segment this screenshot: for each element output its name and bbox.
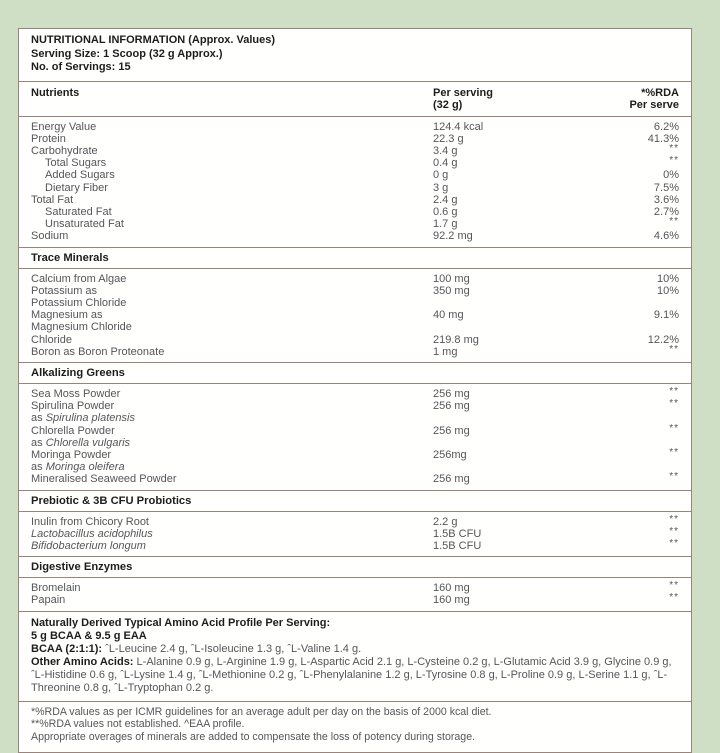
nutrient-name-line: Dietary Fiber [45, 181, 108, 194]
nutrient-name [31, 473, 433, 485]
rda-value: 3.6% [653, 193, 679, 206]
amino-line: Other Amino Acids: L-Alanine 0.9 g, L-Arginine 1.9 g, L-Aspartic Acid 2.1 g, L-Cysteine 0.2 g, L-Glutamic Acid 3.9 g, Glycine 0.9 g, ˆL-Histidine 0.6 g, ˆL-Lysine 1.4 g, ˆL-Methionine 0.2 g, ˆL-Phenylalanine 1.2 g, L-Tyrosine 0.8 g, L-Proline 0.9 g, L-Serine 1.1 g, ˆL-Threonine 0.8 g, ˆL-Tryptophan 0.2 g. [31, 655, 672, 694]
per-serving-value: 256 mg [433, 473, 470, 486]
nutrient-name-line: Carbohydrate [31, 144, 98, 157]
per-serving-value: 3.4 g [433, 144, 458, 157]
rda-value: ** [669, 525, 679, 537]
nutrient-name [31, 425, 433, 449]
rda-value: ** [669, 513, 679, 525]
nutrient-name [31, 516, 433, 528]
nutrient-name [31, 230, 433, 242]
rda-value: ** [669, 592, 679, 604]
rda-value: 6.2% [653, 120, 679, 133]
table-row [31, 343, 679, 358]
nutrient-name [31, 133, 433, 145]
nutrient-name-line: Sodium [31, 230, 69, 243]
nutrient-name-line: Mineralised Seaweed Powder [31, 473, 177, 486]
column-rda: *%RDA Per serve [629, 86, 679, 111]
nutrient-name [31, 594, 433, 606]
table-row [31, 121, 679, 133]
table-row [31, 422, 679, 449]
per-serving-value: 1.5B CFU [433, 527, 482, 540]
nutrient-name [31, 582, 433, 594]
table-row [31, 385, 679, 400]
nutrient-name-line: as Spirulina platensis [31, 412, 135, 425]
rda-value: 0% [663, 169, 679, 182]
nutrient-name [31, 218, 433, 230]
rda-value: ** [669, 142, 679, 154]
per-serving-value: 3 g [433, 181, 449, 194]
per-serving-value: 256 mg [433, 424, 470, 437]
table-row [31, 273, 679, 285]
nutrient-name-line: Added Sugars [45, 169, 115, 182]
rda-value: ** [669, 422, 679, 434]
nutrient-name [31, 206, 433, 218]
table-row [31, 473, 679, 485]
rda-value: ** [669, 216, 679, 228]
rda-value: ** [669, 471, 679, 483]
nutrient-name [31, 121, 433, 133]
nutrient-name-line: Magnesium Chloride [31, 321, 132, 334]
rda-value: 4.6% [653, 230, 679, 243]
nutrient-name-line: Chloride [31, 333, 72, 346]
rda-value: 9.1% [653, 309, 679, 322]
nutrient-name-line: Inulin from Chicory Root [31, 515, 149, 528]
rda-value: 10% [656, 284, 679, 297]
nutrient-name-line: Potassium as [31, 284, 98, 297]
nutrient-name-line: Total Fat [31, 193, 74, 206]
per-serving-value: 92.2 mg [433, 230, 473, 243]
table-row [31, 446, 679, 474]
table-row [31, 594, 679, 606]
amino-line: 5 g BCAA & 9.5 g EAA [31, 629, 147, 642]
nutrient-name-line: Unsaturated Fat [45, 218, 124, 231]
nutrient-name-line: Saturated Fat [45, 205, 112, 218]
nutrient-name-line: Protein [31, 132, 66, 145]
per-serving-value: 256mg [433, 448, 467, 461]
table-row [31, 218, 679, 230]
per-serving-value: 1.5B CFU [433, 539, 482, 552]
table-row [31, 582, 679, 594]
nutrient-name [31, 157, 433, 169]
table-row [31, 537, 679, 552]
nutrient-name [31, 400, 433, 424]
nutrient-name-line: Boron as Boron Proteonate [31, 345, 165, 358]
table-row [31, 182, 679, 194]
nutrient-name [31, 182, 433, 194]
per-serving-value: 0 g [433, 169, 449, 182]
section-header: Alkalizing Greens [19, 363, 691, 384]
nutrient-name-line: Spirulina Powder [31, 400, 115, 413]
section-header: Digestive Enzymes [19, 557, 691, 578]
rda-value: 7.5% [653, 181, 679, 194]
per-serving-value: 160 mg [433, 582, 470, 595]
table-row [31, 285, 679, 309]
rows-group [19, 512, 691, 558]
servings-count: No. of Servings: 15 [31, 61, 131, 73]
nutrient-name [31, 194, 433, 206]
amino-acid-profile [19, 612, 691, 702]
footnote-line: **%RDA values not established. ^EAA profile. [31, 718, 245, 731]
per-serving-value: 22.3 g [433, 132, 464, 145]
rda-value: 10% [656, 272, 679, 285]
table-row [31, 334, 679, 346]
per-serving-value: 1 mg [433, 345, 458, 358]
nutrient-name-line: Bifidobacterium longum [31, 539, 146, 552]
per-serving-value: 219.8 mg [433, 333, 479, 346]
nutrient-name-line: Calcium from Algae [31, 272, 127, 285]
footnote-line: Appropriate overages of minerals are added to compensate the loss of potency during storage. [31, 731, 476, 744]
nutrient-name-line: Total Sugars [45, 157, 107, 170]
table-row [31, 230, 679, 242]
label-header [19, 29, 691, 82]
rda-value: ** [669, 398, 679, 410]
nutrient-name [31, 540, 433, 552]
section-header: Prebiotic & 3B CFU Probiotics [19, 491, 691, 512]
table-row [31, 513, 679, 528]
rda-value: ** [669, 343, 679, 355]
nutrient-name-line: as Moringa oleifera [31, 461, 125, 474]
nutrient-name-line: Papain [31, 594, 66, 607]
table-row [31, 194, 679, 206]
nutrient-name-line: Bromelain [31, 582, 81, 595]
section-header: Trace Minerals [19, 248, 691, 269]
rows-group [19, 384, 691, 491]
nutrient-name [31, 309, 433, 333]
table-row [31, 309, 679, 333]
per-serving-value: 2.2 g [433, 515, 458, 528]
nutrient-name [31, 145, 433, 157]
amino-line: BCAA (2:1:1): ˆL-Leucine 2.4 g, ˆL-Isoleucine 1.3 g, ˆL-Valine 1.4 g. [31, 642, 362, 655]
nutrition-label [18, 28, 692, 753]
nutrient-name [31, 449, 433, 473]
per-serving-value: 40 mg [433, 309, 464, 322]
column-per-serving: Per serving (32 g) [433, 86, 493, 111]
table-row [31, 206, 679, 218]
nutrient-name-line: Moringa Powder [31, 448, 112, 461]
per-serving-value: 100 mg [433, 272, 470, 285]
nutrient-name-line: Magnesium as [31, 309, 103, 322]
nutrient-name-line: Energy Value [31, 120, 97, 133]
rows-group [19, 578, 691, 611]
table-row [31, 525, 679, 540]
table-row [31, 133, 679, 145]
footnote-line: *%RDA values as per ICMR guidelines for an average adult per day on the basis of 2000 kcal diet. [31, 705, 492, 718]
table-row [31, 169, 679, 181]
per-serving-value: 1.7 g [433, 218, 458, 231]
per-serving-value: 2.4 g [433, 193, 458, 206]
rda-value: 12.2% [647, 333, 679, 346]
nutrient-name [31, 346, 433, 358]
table-row [31, 400, 679, 424]
rows-group [19, 117, 691, 248]
serving-size: Serving Size: 1 Scoop (32 g Approx.) [31, 47, 223, 60]
per-serving-value: 350 mg [433, 284, 470, 297]
nutrient-name [31, 388, 433, 400]
rda-value: ** [669, 385, 679, 397]
column-nutrients: Nutrients [31, 86, 80, 99]
nutrient-name [31, 528, 433, 540]
rows-group [19, 269, 691, 363]
nutrient-name [31, 169, 433, 181]
rda-value: 41.3% [647, 132, 679, 145]
footnotes [19, 702, 691, 752]
nutrient-name-line: Chlorella Powder [31, 424, 115, 437]
nutrient-name [31, 273, 433, 285]
nutrient-name-line: Sea Moss Powder [31, 387, 121, 400]
rda-value: ** [669, 537, 679, 549]
rda-value: ** [669, 446, 679, 458]
per-serving-value: 256 mg [433, 387, 470, 400]
per-serving-value: 256 mg [433, 400, 470, 413]
nutrient-name [31, 334, 433, 346]
nutrient-name [31, 285, 433, 309]
nutrient-name-line: as Chlorella vulgaris [31, 436, 131, 449]
per-serving-value: 124.4 kcal [433, 120, 484, 133]
column-headers [19, 82, 691, 117]
per-serving-value: 160 mg [433, 594, 470, 607]
per-serving-value: 0.6 g [433, 205, 458, 218]
rda-value: ** [669, 580, 679, 592]
nutrient-name-line: Potassium Chloride [31, 296, 127, 309]
rda-value: ** [669, 155, 679, 167]
label-title: NUTRITIONAL INFORMATION (Approx. Values) [31, 34, 276, 46]
sections [19, 117, 691, 612]
table-row [31, 157, 679, 169]
rda-value: 2.7% [653, 205, 679, 218]
per-serving-value: 0.4 g [433, 157, 458, 170]
nutrient-name-line: Lactobacillus acidophilus [31, 527, 153, 540]
amino-line: Naturally Derived Typical Amino Acid Profile Per Serving: [31, 616, 331, 629]
table-row [31, 142, 679, 157]
